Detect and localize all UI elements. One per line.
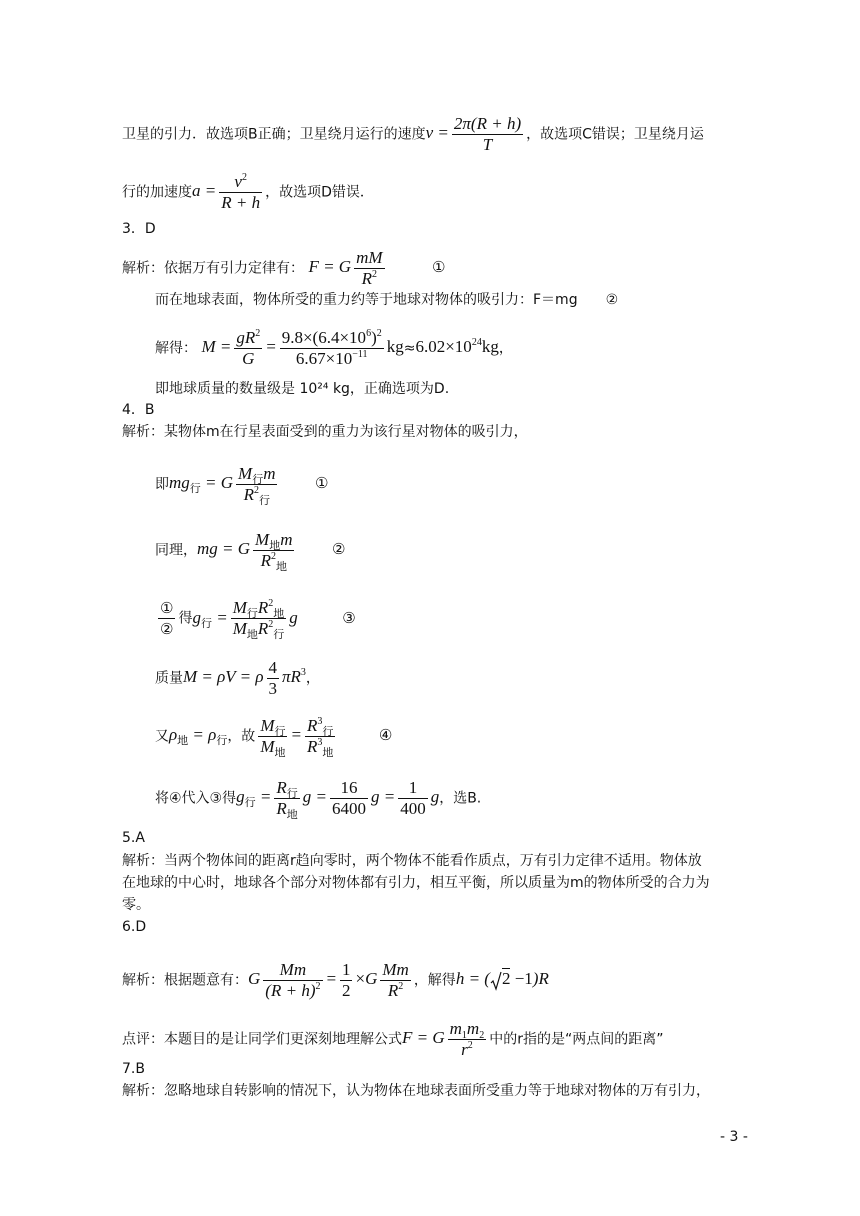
eq-marker: ①	[314, 474, 329, 493]
formula-mass-result: $6.02\times 10^{24}kg$	[415, 337, 499, 357]
text-line	[122, 172, 374, 213]
text: 中的r指的是“两点间的距离”	[489, 1031, 664, 1048]
text-line	[122, 114, 704, 155]
text-line: 解析：某物体m在行星表面受到的重力为该行星对物体的吸引力，	[122, 424, 528, 440]
text: 同理，	[155, 542, 197, 559]
text-line	[122, 1019, 663, 1060]
text-line	[122, 248, 445, 289]
answer-heading: 6.D	[122, 919, 147, 935]
text: ，解得	[413, 972, 456, 989]
formula-equal-density: $\rho_地 = \rho_行$	[169, 725, 228, 748]
eq-marker: ③	[342, 608, 356, 627]
text-line	[155, 716, 392, 757]
text: ，选B.	[439, 790, 482, 807]
formula-g-result: $g_行$ = $\frac{R_行}{R_地}$ g = $\frac{16}{6400}$ g = $\frac{1}{400}$ g	[236, 778, 440, 821]
text: 解析：依据万有引力定律有：	[122, 260, 304, 277]
text-line	[122, 960, 549, 1001]
text-line	[155, 778, 481, 819]
formula-density: M = ρV = ρ $\frac{4}{3}$ $\pi R^3$	[183, 658, 306, 698]
text-line	[155, 464, 328, 505]
formula-mass-ratio: $\frac{M_行}{M_地}$ = $\frac{R^3_行}{R^3_地}$	[260, 716, 334, 759]
text-line: 解析：忽略地球自转影响的情况下，认为物体在地球表面所受重力等于地球对物体的万有引力，	[122, 1083, 710, 1099]
formula-velocity: v = $\frac{2\pi(R + h)}{T}$	[425, 114, 522, 154]
formula-g-ratio: $g_行$ = $\frac{M_行R^2_地}{M_地R^2_行}$ g	[192, 598, 298, 642]
formula-universal-gravitation: F = G $\frac{m_1m_2}{r^2}$	[402, 1019, 485, 1059]
text: ≈	[403, 340, 416, 357]
text: 卫星的引力．故选项B正确；卫星绕月运行的速度	[122, 126, 426, 143]
text: ，	[498, 340, 513, 357]
answer-heading: 7.B	[122, 1061, 145, 1077]
text-line	[155, 658, 320, 699]
text-line: 即地球质量的数量级是 10²⁴ kg，正确选项为D.	[155, 381, 450, 397]
text-line	[155, 530, 345, 571]
text: 将④代入③得	[155, 790, 237, 807]
text: 行的加速度	[122, 184, 192, 201]
text: 质量	[155, 670, 183, 687]
text: ，故选项D错误．	[265, 184, 374, 201]
answer-heading: 5.A	[122, 830, 145, 846]
eq-marker: ④	[378, 726, 393, 745]
formula-planet-gravity: $mg_行 = G$ $\frac{M_行m}{R^2_行}$	[169, 464, 276, 507]
answer-heading: 3．D	[122, 221, 156, 237]
ratio-markers: $\frac{\text{①}}{\text{②}}$	[160, 599, 174, 638]
formula-height-result: h = ( 2 −1)R	[455, 969, 549, 989]
text-line: 在地球的中心时，地球各个部分对物体都有引力，相互平衡，所以质量为m的物体所受的合力为	[122, 875, 710, 891]
text-line	[155, 328, 513, 369]
text: ，	[305, 670, 320, 687]
text: 解得：	[155, 340, 197, 357]
page-number: - 3 -	[720, 1129, 748, 1145]
text-line: 零。	[122, 897, 150, 913]
answer-heading: 4．B	[122, 402, 155, 418]
text-line: 解析：当两个物体间的距离r趋向零时，两个物体不能看作质点，万有引力定律不适用。物体放	[122, 853, 702, 869]
text-line: 而在地球表面，物体所受的重力约等于地球对物体的吸引力：F＝mg ②	[155, 292, 619, 308]
text: 又	[155, 728, 169, 745]
text: 得	[178, 610, 193, 627]
text: 点评：本题目的是让同学们更深刻地理解公式	[122, 1031, 402, 1048]
text: 即	[155, 476, 169, 493]
text: ，故	[227, 728, 256, 745]
formula-mass: M = $\frac{gR^2}{G}$ = $\frac{9.8\times(6.4\times 10^6)^2}{6.67\times 10^{-11}}$ kg	[201, 328, 404, 368]
formula-earth-gravity: mg = G $\frac{M_地m}{R^2_地}$	[197, 530, 293, 573]
formula-height: G $\frac{Mm}{(R + h)^2}$ = $\frac{1}{2}$ ×G $\frac{Mm}{R^2}$	[248, 960, 409, 1000]
text: ，故选项C错误；卫星绕月运	[526, 126, 704, 143]
eq-marker: ②	[331, 540, 346, 559]
formula-gravitation: F = G $\frac{mM}{R^2}$	[308, 248, 383, 288]
formula-acceleration: a = $\frac{v^2}{R + h}$	[192, 172, 261, 212]
text-line	[155, 598, 356, 642]
eq-marker: ①	[432, 258, 446, 277]
text: 解析：根据题意有：	[122, 972, 248, 989]
